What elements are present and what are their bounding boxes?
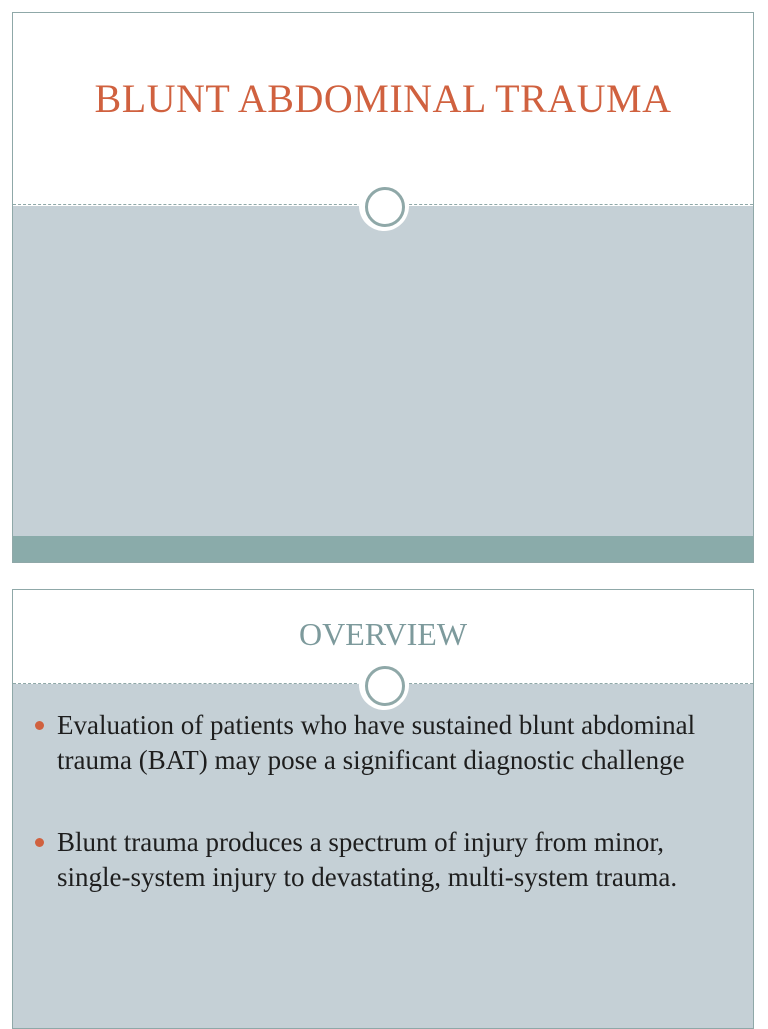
title-slide-header	[13, 13, 753, 206]
overview-title: OVERVIEW	[298, 616, 468, 652]
ring-inner	[365, 187, 405, 227]
ring-inner	[365, 666, 405, 706]
bullet-list	[35, 708, 735, 942]
circle-ornament-icon	[359, 181, 409, 231]
slide-title: BLUNT ABDOMINAL TRAUMA	[94, 76, 672, 121]
bullet-item	[35, 825, 735, 895]
circle-ornament-icon	[359, 660, 409, 710]
footer-band	[13, 536, 753, 562]
bullet-dot-icon	[35, 838, 44, 847]
bullet-text: Blunt trauma produces a spectrum of injury from minor, single-system injury to devastating, multi-system trauma.	[57, 827, 678, 892]
bullet-text: Evaluation of patients who have sustained blunt abdominal trauma (BAT) may pose a significant diagnostic challenge	[57, 710, 696, 775]
overview-slide	[12, 589, 754, 1029]
title-slide	[12, 12, 754, 563]
bullet-item	[35, 708, 735, 778]
bullet-dot-icon	[35, 721, 44, 730]
